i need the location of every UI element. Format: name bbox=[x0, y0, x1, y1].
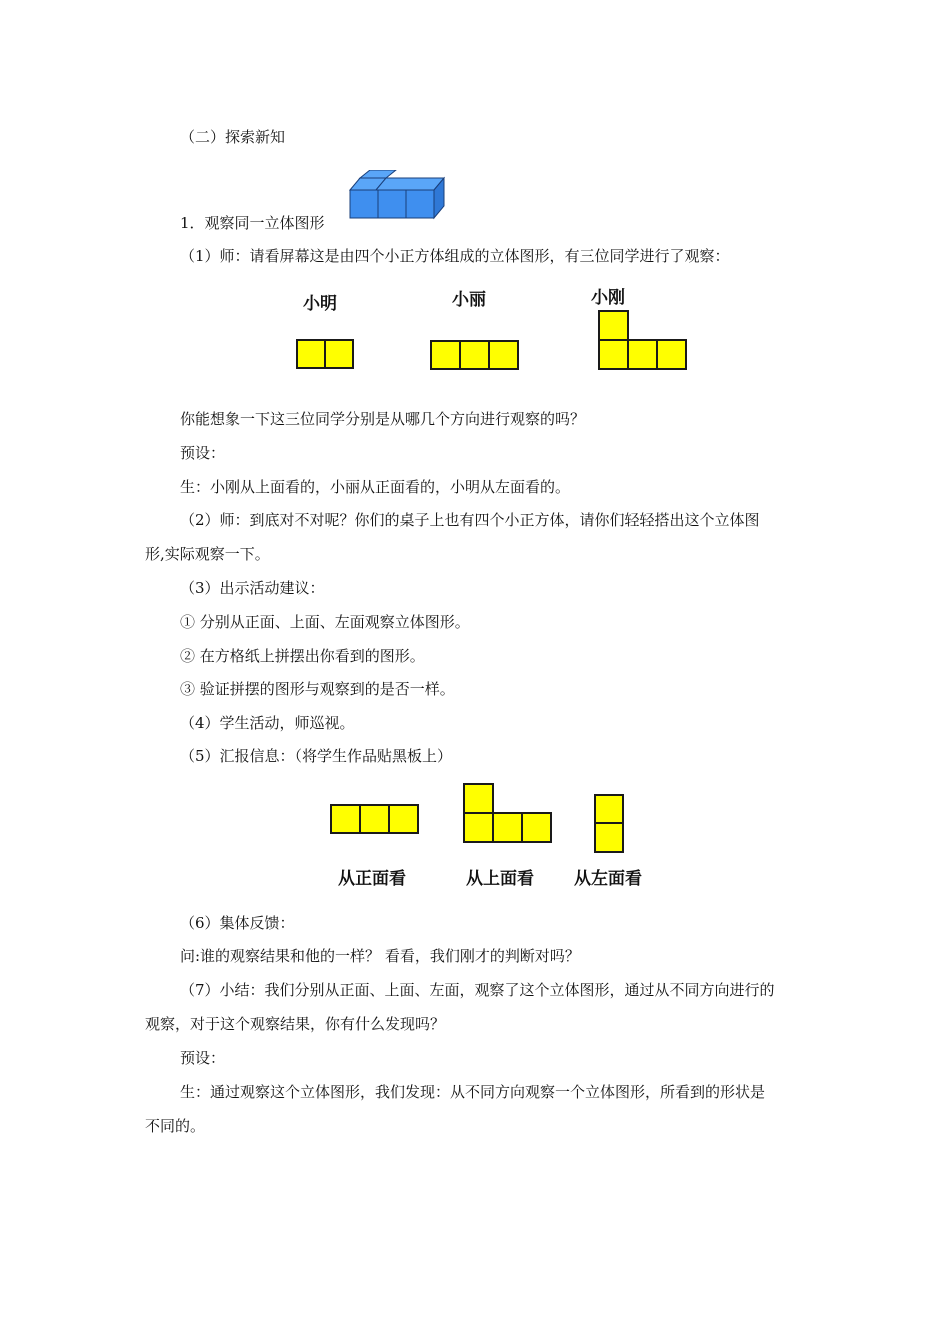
preset-label-1: 预设： bbox=[180, 444, 226, 462]
section-heading: （二）探索新知 bbox=[180, 128, 286, 146]
grid-square bbox=[598, 339, 629, 370]
answer-2a: 生：通过观察这个立体图形，我们发现：从不同方向观察一个立体图形，所看到的形状是 bbox=[180, 1083, 766, 1101]
paragraph-1: （1）师：请看屏幕这是由四个小正方体组成的立体图形，有三位同学进行了观察： bbox=[180, 247, 730, 265]
paragraph-5: （5）汇报信息：（将学生作品贴黑板上） bbox=[180, 747, 453, 765]
grid-square bbox=[594, 822, 624, 853]
answer-2b: 不同的。 bbox=[145, 1117, 206, 1135]
suggestion-3: ③ 验证拼摆的图形与观察到的是否一样。 bbox=[180, 680, 455, 698]
preset-label-2: 预设： bbox=[180, 1049, 226, 1067]
paragraph-4: （4）学生活动，师巡视。 bbox=[180, 714, 355, 732]
grid-square bbox=[521, 812, 552, 843]
label-front-view: 从正面看 bbox=[338, 869, 406, 889]
name-xiaogang: 小刚 bbox=[591, 288, 625, 308]
label-left-view: 从左面看 bbox=[574, 869, 642, 889]
paragraph-2a: （2）师：到底对不对呢？你们的桌子上也有四个小正方体，请你们轻轻搭出这个立体图 bbox=[180, 511, 760, 529]
section-title: 1．观察同一立体图形 bbox=[180, 214, 325, 232]
paragraph-2b: 形,实际观察一下。 bbox=[145, 545, 270, 563]
grid-square bbox=[598, 310, 629, 341]
grid-square bbox=[459, 340, 490, 370]
answer-1: 生：小刚从上面看的，小丽从正面看的，小明从左面看的。 bbox=[180, 478, 571, 496]
grid-square bbox=[463, 783, 494, 814]
name-xiaoming: 小明 bbox=[303, 294, 337, 314]
paragraph-7a: （7）小结：我们分别从正面、上面、左面，观察了这个立体图形，通过从不同方向进行的 bbox=[180, 981, 775, 999]
grid-square bbox=[359, 804, 390, 834]
grid-square bbox=[388, 804, 419, 834]
grid-square bbox=[627, 339, 658, 370]
cube-solid-image bbox=[346, 170, 446, 222]
grid-square bbox=[656, 339, 687, 370]
grid-square bbox=[492, 812, 523, 843]
paragraph-6: （6）集体反馈： bbox=[180, 914, 295, 932]
question-2: 问:谁的观察结果和他的一样？ 看看，我们刚才的判断对吗？ bbox=[180, 947, 580, 965]
label-top-view: 从上面看 bbox=[466, 869, 534, 889]
grid-square bbox=[488, 340, 519, 370]
suggestion-1: ① 分别从正面、上面、左面观察立体图形。 bbox=[180, 613, 470, 631]
paragraph-3: （3）出示活动建议： bbox=[180, 579, 325, 597]
grid-square bbox=[430, 340, 461, 370]
name-xiaoli: 小丽 bbox=[452, 290, 486, 310]
grid-square bbox=[296, 339, 326, 369]
suggestion-2: ② 在方格纸上拼摆出你看到的图形。 bbox=[180, 647, 425, 665]
grid-square bbox=[324, 339, 354, 369]
paragraph-7b: 观察，对于这个观察结果，你有什么发现吗？ bbox=[145, 1015, 446, 1033]
grid-square bbox=[330, 804, 361, 834]
grid-square bbox=[463, 812, 494, 843]
grid-square bbox=[594, 794, 624, 824]
question-1: 你能想象一下这三位同学分别是从哪几个方向进行观察的吗？ bbox=[180, 410, 586, 428]
